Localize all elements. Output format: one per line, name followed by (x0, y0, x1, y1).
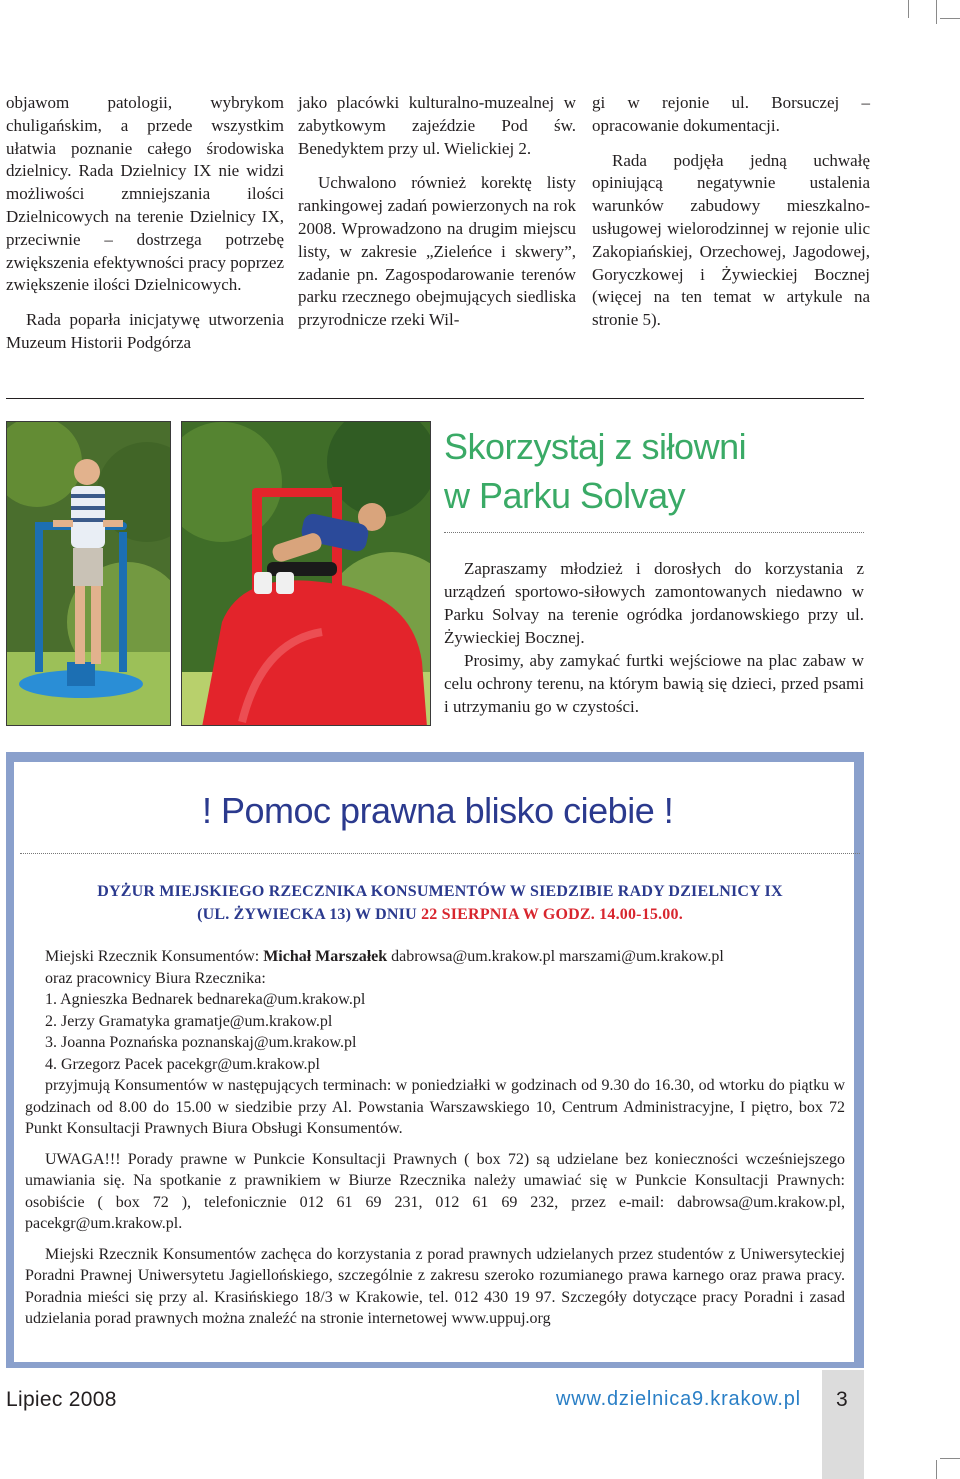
ombudsman-line (25, 946, 845, 968)
photo-man-on-exercise-machine (6, 421, 171, 726)
paragraph: jako placówki kulturalno-muzealnej w zabytkowym zajeździe Pod św. Benedyktem przy ul. Wielickiej 2. (298, 93, 576, 158)
crop-mark (940, 1458, 960, 1459)
ombudsman-emails: dabrowsa@um.krakow.pl marszami@um.krakow.pl (391, 948, 724, 965)
website-url: www.dzielnica9.krakow.pl (556, 1388, 801, 1410)
gym-title-line: w Parku Solvay (444, 475, 686, 516)
photo-boy-on-red-machine (181, 421, 431, 726)
consumer-ombudsman-duty-notice (20, 880, 860, 926)
crop-mark (936, 1460, 937, 1479)
paragraph: Rada podjęła jedną uchwałę opiniującą negatywnie ustalenia warunków zabudowy mieszkalno-usługowej wielorodzinnej w rejonie ulic Zakopiańskiej, Orzechowej, Jagodowej, Goryczkowej i Żywieckiej Bocznej (więcej na ten temat w artykule na stronie 5). (592, 150, 870, 330)
ombudsman-prefix: Miejski Rzecznik Konsumentów: (45, 948, 260, 965)
gym-article-body (444, 557, 864, 718)
legal-advice-body (25, 946, 845, 1330)
page-number: 3 (836, 1388, 848, 1411)
duty-location: (UL. ŻYWIECKA 13) W DNIU (197, 906, 417, 923)
article-column-3 (592, 92, 870, 332)
notice-uwaga: UWAGA!!! Porady prawne w Punkcie Konsultacji Prawnych ( box 72) są udzielane bez konieczności wcześniejszego umawiania się. Na spotkanie z prawnikiem w Biurze Rzecznika należy umawiać się w Punkcie Konsultacji Prawnych: osobiście ( box 72 ), telefonicznie 012 61 69 231, 012 61 69 232, przez e-mail: dabrowsa@um.krakow.pl, pacekgr@um.krakow.pl. (25, 1150, 845, 1232)
paragraph: Rada poparła inicjatywę utworzenia Muzeum Historii Podgórza (6, 310, 284, 352)
staff-item: 4. Grzegorz Pacek pacekgr@um.krakow.pl (45, 1055, 320, 1073)
dotted-divider (444, 532, 864, 533)
staff-item: 2. Jerzy Gramatyka gramatje@um.krakow.pl (45, 1012, 333, 1030)
exercise-photo-illustration (7, 422, 171, 726)
crop-mark (908, 0, 909, 18)
article-column-1 (6, 92, 284, 355)
paragraph: Prosimy, aby zamykać furtki wejściowe na plac zabaw w celu ochrony terenu, na którym bawią się dzieci, przed psami i utrzymaniu go w czystości. (444, 651, 864, 716)
duty-line-2 (20, 903, 860, 926)
page-number-tab (822, 1370, 864, 1479)
article-column-2 (298, 92, 576, 332)
crop-mark (936, 0, 937, 24)
paragraph: gi w rejonie ul. Borsuczej – opracowanie dokumentacji. (592, 93, 870, 135)
article-columns (6, 92, 870, 382)
gym-title-line: Skorzystaj z siłowni (444, 426, 747, 467)
student-clinic-info: Miejski Rzecznik Konsumentów zachęca do korzystania z porad prawnych udzielanych przez studentów z Uniwersyteckiej Poradni Prawnej Uniwersytetu Jagiellońskiego, szczególnie z zakresu szeroko rozumianego prawa karnego oraz prawa pracy. Poradnia mieści się przy al. Krasińskiego 18/3 w Krakowie, tel. 012 430 19 97. Szczegóły dotyczące pracy Poradni i zasad udzielania porad prawnych można znaleźć na stronie internetowej www.uppuj.org (25, 1245, 845, 1327)
crop-mark (940, 18, 960, 19)
legal-advice-title: ! Pomoc prawna blisko ciebie ! (202, 790, 674, 831)
staff-item: 1. Agnieszka Bednarek bednareka@um.krakow.pl (45, 991, 366, 1008)
duty-date: 22 SIERPNIA W GODZ. 14.00-15.00 (421, 906, 679, 923)
ombudsman-name: Michał Marszałek (263, 948, 388, 965)
staff-item: 3. Joanna Poznańska poznanskaj@um.krakow.pl (45, 1034, 357, 1051)
office-hours: przyjmują Konsumentów w następujących terminach: w poniedziałki w godzinach od 9.30 do 16.30, od wtorku do piątku w godzinach od 8.00 do 15.00 w siedzibie przy Al. Powstania Warszawskiego 10, Centrum Administracyjne, I piętro, box 72 Punkt Konsultacji Prawnych Biura Obsługi Konsumentów. (25, 1077, 845, 1137)
dotted-divider (20, 853, 860, 854)
paragraph: objawom patologii, wybrykom chuligańskim, a przede wszystkim ułatwia poznanie całego środowiska dzielnicy. Rada Dzielnicy IX nie widzi możliwości zmniejszania ilości Dzielnicowych na terenie Dzielnicy IX, przeciwnie – dostrzega potrzebę zwiększenia efektywności pracy poprzez zwiększenie ilości Dzielnicowych. (6, 93, 285, 295)
issue-date: Lipiec 2008 (6, 1388, 117, 1411)
duty-line-1: DYŻUR MIEJSKIEGO RZECZNIKA KONSUMENTÓW W SIEDZIBIE RADY DZIELNICY IX (97, 883, 783, 900)
paragraph: Zapraszamy młodzież i dorosłych do korzystania z urządzeń sportowo-siłowych zamontowanych niedawno w Parku Solvay na terenie ogródka jordanowskiego przy ul. Żywieckiej Bocznej. (444, 559, 864, 647)
exercise-photo-illustration (182, 422, 431, 726)
paragraph: Uchwalono również korektę listy rankingowej zadań powierzonych na rok 2008. Wprowadzono na drugim miejscu listy, w zakresie „Zieleńce i skwery”, zadanie pn. Zagospodarowanie terenów parku rzecznego obejmujących siedliska przyrodnicze rzeki Wil- (298, 173, 576, 330)
gym-article-title (444, 422, 864, 520)
staff-intro: oraz pracownicy Biura Rzecznika: (45, 969, 266, 987)
duty-date-period: . (678, 906, 683, 923)
section-divider (6, 398, 864, 399)
